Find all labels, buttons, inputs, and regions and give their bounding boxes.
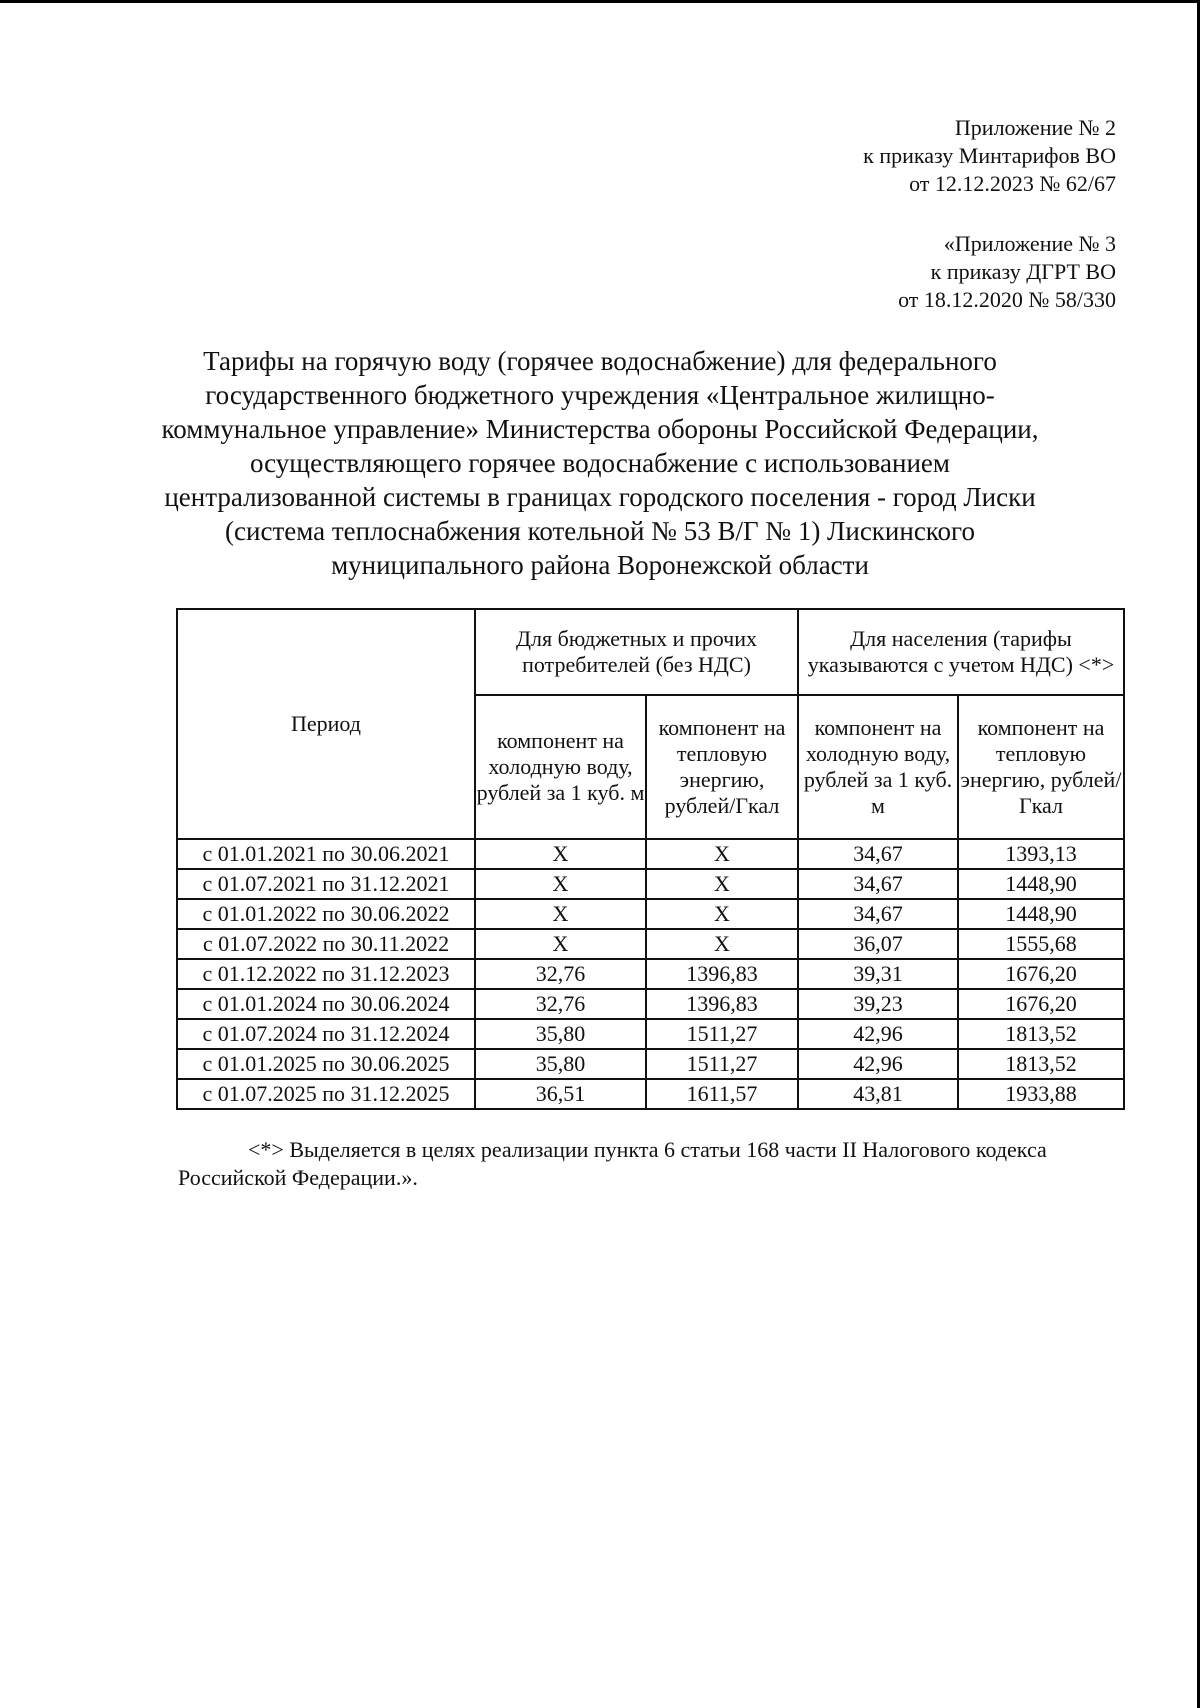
period-cell: с 01.01.2022 по 30.06.2022 (177, 899, 475, 929)
table-row (177, 1019, 1124, 1049)
period-cell: с 01.07.2025 по 31.12.2025 (177, 1079, 475, 1109)
appendix-line: Приложение № 2 (954, 115, 1116, 140)
value-cell: 34,67 (798, 899, 958, 929)
value-cell: Х (475, 929, 646, 959)
budget-group-header: Для бюджетных и прочих потребителей (без НДС) (475, 609, 798, 695)
heat-energy-header: компонент на тепловую энергию, рублей/Гкал (958, 695, 1124, 839)
value-cell: Х (475, 899, 646, 929)
value-cell: Х (646, 839, 798, 869)
value-cell: 32,76 (475, 959, 646, 989)
title-line: государственного бюджетного учреждения «Центральное жилищно- (205, 380, 995, 410)
population-group-header: Для населения (тарифы указываются с учетом НДС) <*> (798, 609, 1124, 695)
value-cell: 42,96 (798, 1049, 958, 1079)
footnote (178, 1136, 1122, 1192)
value-cell: Х (646, 869, 798, 899)
footnote-line: Российской Федерации.». (178, 1165, 418, 1190)
title-line: муниципального района Воронежской области (331, 550, 869, 580)
title-line: централизованной системы в границах городского поселения - город Лиски (164, 482, 1036, 512)
value-cell: Х (475, 869, 646, 899)
value-cell: 1611,57 (646, 1079, 798, 1109)
footnote-line: <*> Выделяется в целях реализации пункта 6 статьи 168 части II Налогового кодекса (248, 1137, 1047, 1162)
value-cell: 36,51 (475, 1079, 646, 1109)
value-cell: 34,67 (798, 839, 958, 869)
heat-energy-header: компонент на тепловую энергию, рублей/Гкал (646, 695, 798, 839)
value-cell: 1933,88 (958, 1079, 1124, 1109)
cold-water-header: компонент на холодную воду, рублей за 1 куб. м (798, 695, 958, 839)
period-header: Период (177, 609, 475, 839)
appendix-header (863, 114, 1116, 198)
value-cell: 39,31 (798, 959, 958, 989)
period-cell: с 01.01.2021 по 30.06.2021 (177, 839, 475, 869)
original-appendix-header (898, 230, 1116, 314)
table-row (177, 929, 1124, 959)
appendix-line: от 18.12.2020 № 58/330 (898, 287, 1116, 312)
title-line: (система теплоснабжения котельной № 53 В/Г № 1) Лискинского (225, 516, 975, 546)
table-row (177, 1079, 1124, 1109)
value-cell: 1813,52 (958, 1019, 1124, 1049)
value-cell: Х (475, 839, 646, 869)
table-row (177, 899, 1124, 929)
appendix-line: «Приложение № 3 (943, 231, 1116, 256)
value-cell: 43,81 (798, 1079, 958, 1109)
appendix-line: к приказу Минтарифов ВО (863, 143, 1116, 168)
value-cell: 39,23 (798, 989, 958, 1019)
tariff-table (176, 608, 1125, 1110)
period-cell: с 01.07.2024 по 31.12.2024 (177, 1019, 475, 1049)
value-cell: 1448,90 (958, 899, 1124, 929)
value-cell: 1813,52 (958, 1049, 1124, 1079)
value-cell: 1396,83 (646, 959, 798, 989)
title-line: коммунальное управление» Министерства обороны Российской Федерации, (161, 414, 1039, 444)
table-row (177, 839, 1124, 869)
value-cell: 1676,20 (958, 989, 1124, 1019)
value-cell: 1448,90 (958, 869, 1124, 899)
table-row (177, 959, 1124, 989)
document-title (150, 344, 1050, 582)
value-cell: 1555,68 (958, 929, 1124, 959)
value-cell: 36,07 (798, 929, 958, 959)
title-line: осуществляющего горячее водоснабжение с использованием (249, 448, 951, 478)
value-cell: 35,80 (475, 1049, 646, 1079)
appendix-line: к приказу ДГРТ ВО (930, 259, 1116, 284)
table-row (177, 989, 1124, 1019)
value-cell: 1511,27 (646, 1019, 798, 1049)
title-line: Тарифы на горячую воду (горячее водоснабжение) для федерального (203, 346, 997, 376)
table-row (177, 1049, 1124, 1079)
value-cell: Х (646, 929, 798, 959)
appendix-line: от 12.12.2023 № 62/67 (909, 171, 1116, 196)
value-cell: 1393,13 (958, 839, 1124, 869)
value-cell: Х (646, 899, 798, 929)
table-row (177, 869, 1124, 899)
period-cell: с 01.01.2024 по 30.06.2024 (177, 989, 475, 1019)
value-cell: 34,67 (798, 869, 958, 899)
scan-border-top (0, 0, 1200, 3)
value-cell: 32,76 (475, 989, 646, 1019)
period-cell: с 01.01.2025 по 30.06.2025 (177, 1049, 475, 1079)
period-cell: с 01.07.2022 по 30.11.2022 (177, 929, 475, 959)
period-cell: с 01.07.2021 по 31.12.2021 (177, 869, 475, 899)
value-cell: 1511,27 (646, 1049, 798, 1079)
value-cell: 35,80 (475, 1019, 646, 1049)
value-cell: 42,96 (798, 1019, 958, 1049)
value-cell: 1676,20 (958, 959, 1124, 989)
cold-water-header: компонент на холодную воду, рублей за 1 куб. м (475, 695, 646, 839)
value-cell: 1396,83 (646, 989, 798, 1019)
period-cell: с 01.12.2022 по 31.12.2023 (177, 959, 475, 989)
